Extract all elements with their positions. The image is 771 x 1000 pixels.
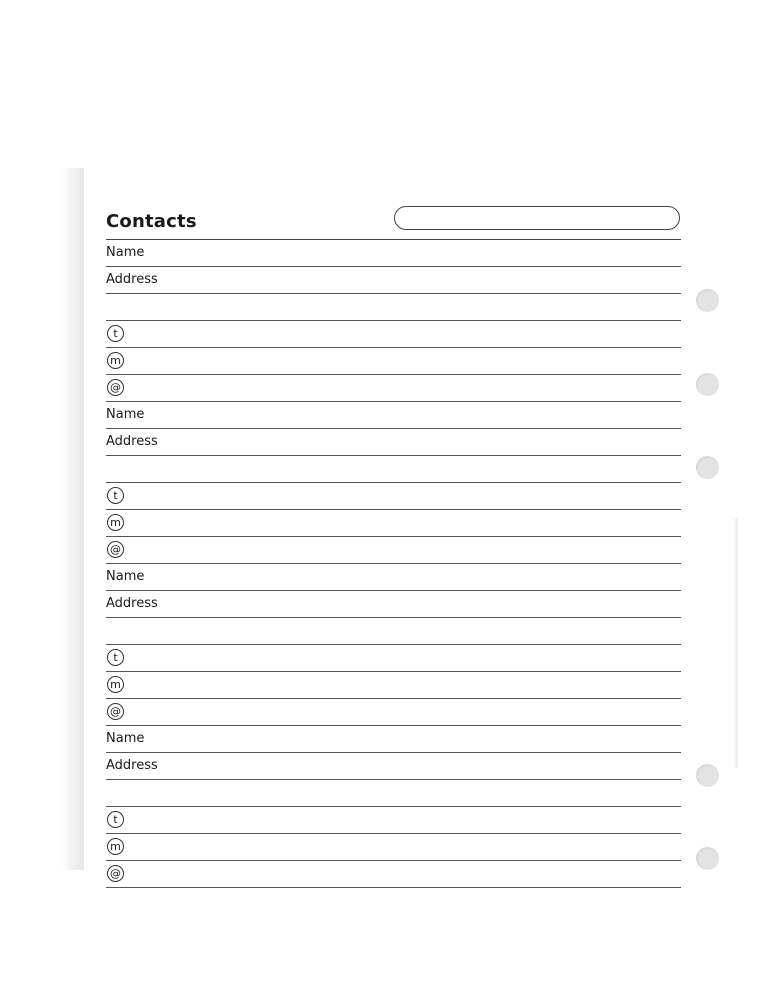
sheet-right-edge: [733, 518, 738, 768]
mobile-row[interactable]: [106, 510, 681, 537]
email-row[interactable]: [106, 375, 681, 402]
address-row[interactable]: [106, 267, 681, 294]
name-label: Name: [106, 569, 145, 584]
email-icon: @: [107, 865, 124, 882]
mobile-icon: m: [107, 676, 124, 693]
page-edge-shadow: [62, 168, 86, 870]
address-row[interactable]: [106, 591, 681, 618]
email-row[interactable]: [106, 861, 681, 888]
name-label: Name: [106, 731, 145, 746]
email-icon: @: [107, 379, 124, 396]
telephone-icon: t: [107, 487, 124, 504]
address-line-2[interactable]: [106, 294, 681, 321]
name-row[interactable]: [106, 402, 681, 429]
binder-hole: [696, 764, 719, 787]
address-row[interactable]: [106, 753, 681, 780]
telephone-icon: t: [107, 811, 124, 828]
telephone-row[interactable]: [106, 321, 681, 348]
mobile-icon: m: [107, 838, 124, 855]
mobile-icon: m: [107, 352, 124, 369]
binder-hole: [696, 847, 719, 870]
name-label: Name: [106, 407, 145, 422]
name-row[interactable]: [106, 726, 681, 753]
binder-hole: [696, 373, 719, 396]
address-line-2[interactable]: [106, 456, 681, 483]
address-line-2[interactable]: [106, 780, 681, 807]
email-icon: @: [107, 703, 124, 720]
binder-hole: [696, 289, 719, 312]
binder-hole: [696, 456, 719, 479]
email-icon: @: [107, 541, 124, 558]
address-label: Address: [106, 272, 158, 287]
page-title: Contacts: [106, 211, 197, 232]
name-label: Name: [106, 245, 145, 260]
email-row[interactable]: [106, 699, 681, 726]
telephone-row[interactable]: [106, 807, 681, 834]
contacts-sheet: [84, 168, 742, 880]
contact-rows: [106, 240, 681, 888]
telephone-row[interactable]: [106, 483, 681, 510]
mobile-row[interactable]: [106, 348, 681, 375]
telephone-row[interactable]: [106, 645, 681, 672]
email-row[interactable]: [106, 537, 681, 564]
address-line-2[interactable]: [106, 618, 681, 645]
address-label: Address: [106, 758, 158, 773]
address-row[interactable]: [106, 429, 681, 456]
name-row[interactable]: [106, 564, 681, 591]
address-label: Address: [106, 434, 158, 449]
name-row[interactable]: [106, 240, 681, 267]
telephone-icon: t: [107, 649, 124, 666]
telephone-icon: t: [107, 325, 124, 342]
title-box[interactable]: [394, 206, 680, 230]
mobile-icon: m: [107, 514, 124, 531]
mobile-row[interactable]: [106, 672, 681, 699]
mobile-row[interactable]: [106, 834, 681, 861]
address-label: Address: [106, 596, 158, 611]
